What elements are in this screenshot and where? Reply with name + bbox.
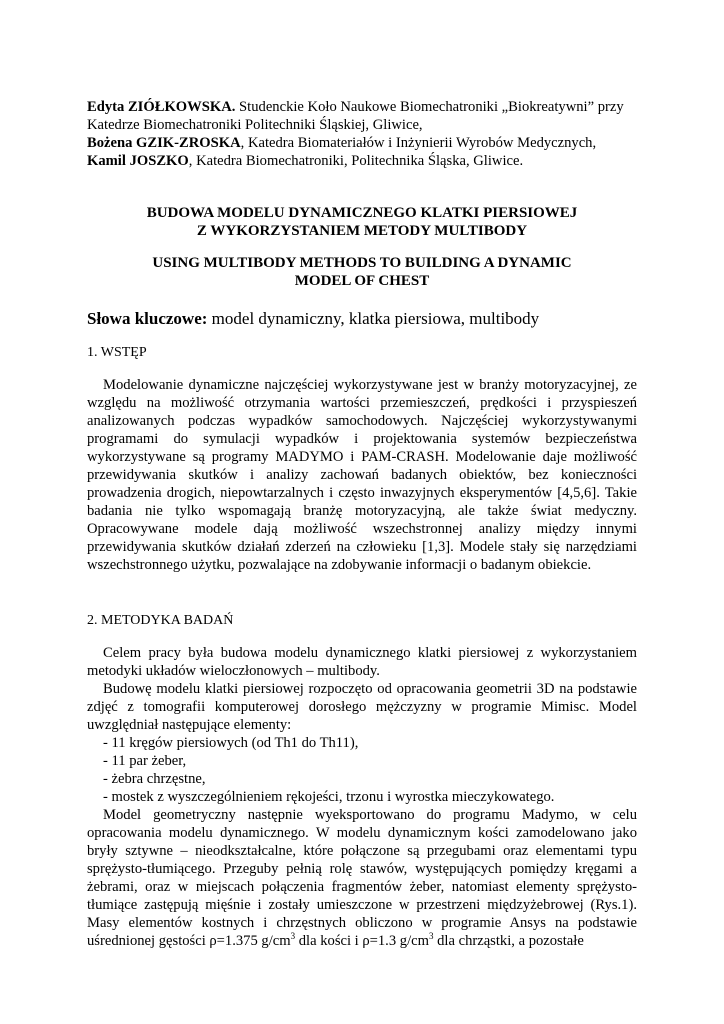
author-line-1	[87, 98, 637, 134]
author-name-3: Kamil JOSZKO	[87, 153, 189, 169]
author-affiliation-3: , Katedra Biomechatroniki, Politechnika Śląska, Gliwice.	[188, 153, 524, 169]
section-2-paragraph-3	[87, 806, 637, 950]
author-block	[87, 98, 637, 170]
list-item: - 11 par żeber,	[103, 753, 187, 769]
author-name-1: Edyta ZIÓŁKOWSKA.	[87, 99, 236, 115]
list-item: - żebra chrzęstne,	[103, 771, 206, 787]
superscript-2: 3	[428, 931, 434, 942]
superscript-1: 3	[290, 931, 296, 942]
author-affiliation-1: Studenckie Koło Naukowe Biomechatroniki „Biokreatywni” przy Katedrze Biomechatroniki Politechniki Śląskiej, Gliwice,	[87, 99, 624, 133]
author-line-3	[87, 152, 637, 170]
paragraph-3-part-c: dla chrząstki, a pozostałe	[433, 933, 584, 949]
section-1-paragraph: Modelowanie dynamiczne najczęściej wykorzystywane jest w branży motoryzacyjnej, ze względu na możliwość otrzymania wartości przemieszczeń, prędkości i przyspieszeń analizowanych podczas wypadków samochodowych. Najczęściej wykorzystywanymi programami do symulacji wypadków i projektowania systemów bezpieczeństwa wykorzystywane są programy MADYMO i PAM-CRASH. Modelowanie daje możliwość przewidywania skutków i analizy zachowań badanych obiektów, bez konieczności prowadzenia drogich, niepowtarzalnych i często inwazyjnych eksperymentów [4,5,6]. Takie badania nie tylko wspomagają branżę motoryzacyjną, ale także świat medyczny. Opracowywane modele dają możliwość wszechstronnej analizy między innymi przewidywania skutków działań zderzeń na człowieku [1,3]. Modele stały się narzędziami wszechstronnego użytku, pozwalające na zdobywanie informacji o badanym obiekcie.	[87, 377, 637, 573]
element-list	[87, 734, 637, 806]
author-affiliation-2: , Katedra Biomateriałów i Inżynierii Wyrobów Medycznych,	[240, 135, 597, 151]
list-item: - mostek z wyszczególnieniem rękojeści, trzonu i wyrostka mieczykowatego.	[103, 789, 555, 805]
page	[87, 98, 637, 950]
section-2-paragraph-2: Budowę modelu klatki piersiowej rozpoczęto od opracowania geometrii 3D na podstawie zdjęć z tomografii komputerowej dorosłego mężczyzny w programie Mimisc. Model uwzględniał następujące elementy:	[87, 681, 637, 733]
keywords	[87, 308, 637, 330]
paragraph-3-part-b: dla kości i ρ=1.3 g/cm	[295, 933, 429, 949]
section-2-heading: 2. METODYKA BADAŃ	[87, 613, 234, 628]
section-2-paragraph-1: Celem pracy była budowa modelu dynamicznego klatki piersiowej z wykorzystaniem metodyki układów wieloczłonowych – multibody.	[87, 645, 637, 679]
author-name-2: Bożena GZIK-ZROSKA	[87, 135, 241, 151]
title-english-line-1: USING MULTIBODY METHODS TO BUILDING A DYNAMIC	[152, 255, 572, 271]
paragraph-3-part-a: Model geometryczny następnie wyeksportowano do programu Madymo, w celu opracowania modelu dynamicznego. W modelu dynamicznym kości zamodelowano jako bryły sztywne – nieodkształcalne, które połączone są przegubami oraz elementami typu sprężysto-tłumiącego. Przeguby pełnią rolę stawów, występujących pomiędzy kręgami a żebrami, oraz w miejscach połączenia fragmentów żeber, natomiast elementy sprężysto-tłumiące zastępują mięśnie i zostały umieszczone w przestrzeni międzyżebrowej (Rys.1). Masy elementów kostnych i chrzęstnych obliczono w programie Ansys na podstawie uśrednionej gęstości ρ=1.375 g/cm	[87, 807, 637, 949]
keywords-text: model dynamiczny, klatka piersiowa, multibody	[207, 309, 540, 328]
keywords-label: Słowa kluczowe:	[87, 309, 208, 328]
title-polish-line-1: BUDOWA MODELU DYNAMICZNEGO KLATKI PIERSIOWEJ	[146, 205, 578, 221]
author-line-2	[87, 134, 637, 152]
section-1-heading: 1. WSTĘP	[87, 345, 147, 360]
list-item: - 11 kręgów piersiowych (od Th1 do Th11),	[103, 735, 359, 751]
title-polish-line-2: Z WYKORZYSTANIEM METODY MULTIBODY	[196, 223, 528, 239]
title-polish	[87, 204, 637, 240]
title-english-line-2: MODEL OF CHEST	[294, 273, 430, 289]
title-english	[87, 254, 637, 290]
